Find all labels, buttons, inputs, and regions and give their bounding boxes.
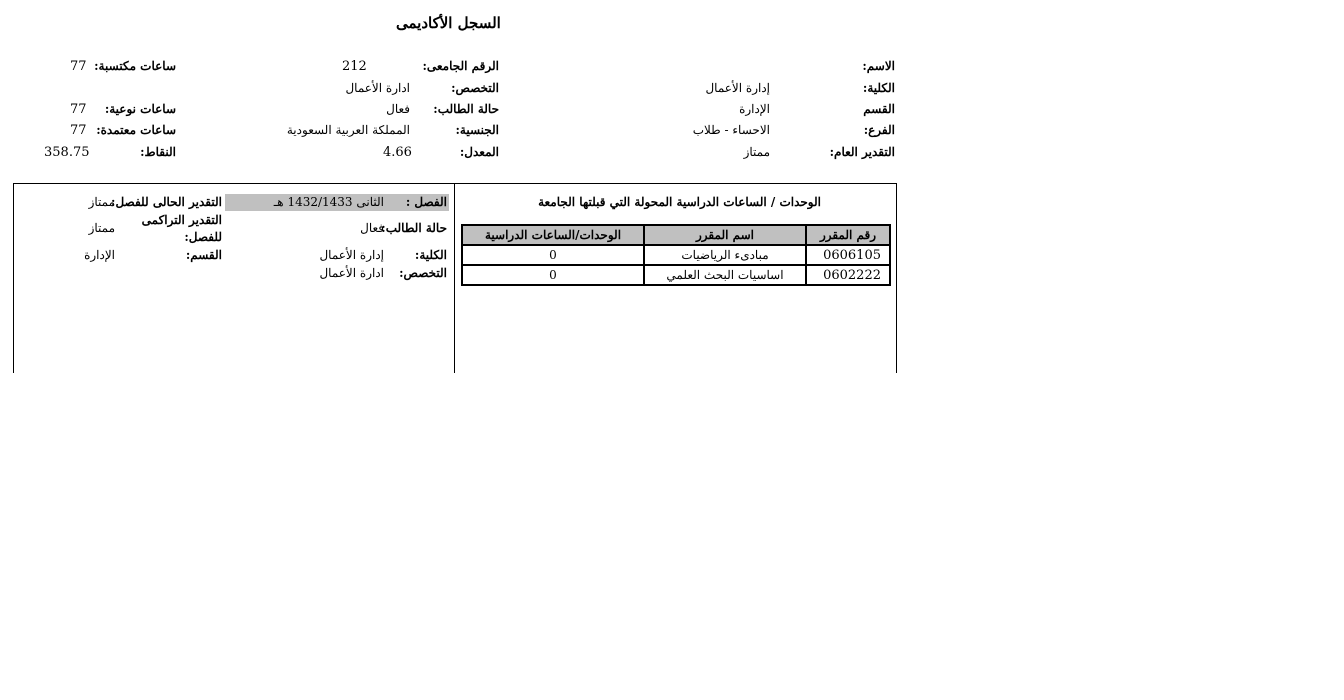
- department-label: القسم: [863, 102, 895, 116]
- earned-hours-value: 77: [70, 59, 87, 74]
- header-units: الوحدات/الساعات الدراسية: [462, 225, 644, 245]
- nationality-label: الجنسية:: [455, 123, 499, 137]
- semester-status-value: فعال: [360, 221, 384, 235]
- cumulative-grade-label-line2: للفصل:: [184, 230, 222, 244]
- semester-status-label: حالة الطالب:: [381, 221, 447, 235]
- overall-grade-label: التقدير العام:: [829, 145, 895, 159]
- student-status-label: حالة الطالب:: [433, 102, 499, 116]
- header-course-name: اسم المقرر: [644, 225, 806, 245]
- points-label: النقاط:: [140, 145, 176, 159]
- term-value: الثانى 1432/1433 هـ: [273, 195, 384, 209]
- panel-right-border: [896, 183, 897, 373]
- panel-left-border: [13, 183, 14, 373]
- quality-hours-value: 77: [70, 102, 87, 117]
- page-title: السجل الأكاديمى: [396, 14, 501, 32]
- course-units: 0: [462, 245, 644, 265]
- cumulative-grade-value: ممتاز: [88, 221, 115, 235]
- gpa-value: 4.66: [383, 145, 412, 160]
- course-name: مبادىء الرياضيات: [644, 245, 806, 265]
- semester-college-value: إدارة الأعمال: [319, 248, 384, 262]
- student-id-label: الرقم الجامعى:: [422, 59, 499, 73]
- semester-college-label: الكلية:: [414, 248, 447, 262]
- overall-grade-value: ممتاز: [743, 145, 770, 159]
- panels-top-border: [13, 183, 897, 184]
- header-course-code: رقم المقرر: [806, 225, 890, 245]
- semester-major-value: ادارة الأعمال: [319, 266, 384, 280]
- name-label: الاسم:: [862, 59, 895, 73]
- nationality-value: المملكة العربية السعودية: [286, 123, 410, 137]
- branch-label: الفرع:: [863, 123, 895, 137]
- major-label: التخصص:: [451, 81, 499, 95]
- course-name: اساسيات البحث العلمي: [644, 265, 806, 285]
- gpa-label: المعدل:: [459, 145, 499, 159]
- table-row: [462, 245, 890, 265]
- transfer-table: [461, 224, 891, 286]
- semester-department-value: الإدارة: [84, 248, 115, 262]
- transfer-title: الوحدات / الساعات الدراسية المحولة التي قبلتها الجامعة: [538, 195, 821, 209]
- semester-department-label: القسم:: [185, 248, 222, 262]
- approved-hours-value: 77: [70, 123, 87, 138]
- branch-value: الاحساء - طلاب: [692, 123, 770, 137]
- college-label: الكلية:: [862, 81, 895, 95]
- approved-hours-label: ساعات معتمدة:: [96, 123, 176, 137]
- course-units: 0: [462, 265, 644, 285]
- earned-hours-label: ساعات مكتسبة:: [94, 59, 176, 73]
- semester-major-label: التخصص:: [399, 266, 447, 280]
- student-id-value: 212: [342, 59, 367, 74]
- college-value: إدارة الأعمال: [705, 81, 770, 95]
- term-label: الفصل :: [405, 195, 447, 209]
- current-grade-value: ممتاز: [88, 195, 115, 209]
- course-code: 0606105: [806, 245, 890, 265]
- points-value: 358.75: [44, 145, 90, 160]
- major-value: ادارة الأعمال: [345, 81, 410, 95]
- panel-divider: [454, 183, 455, 373]
- student-status-value: فعال: [386, 102, 410, 116]
- quality-hours-label: ساعات نوعية:: [104, 102, 176, 116]
- table-row: [462, 265, 890, 285]
- cumulative-grade-label-line1: التقدير التراكمى: [141, 213, 222, 227]
- department-value: الإدارة: [739, 102, 770, 116]
- course-code: 0602222: [806, 265, 890, 285]
- current-grade-label: التقدير الحالى للفصل:: [111, 195, 222, 209]
